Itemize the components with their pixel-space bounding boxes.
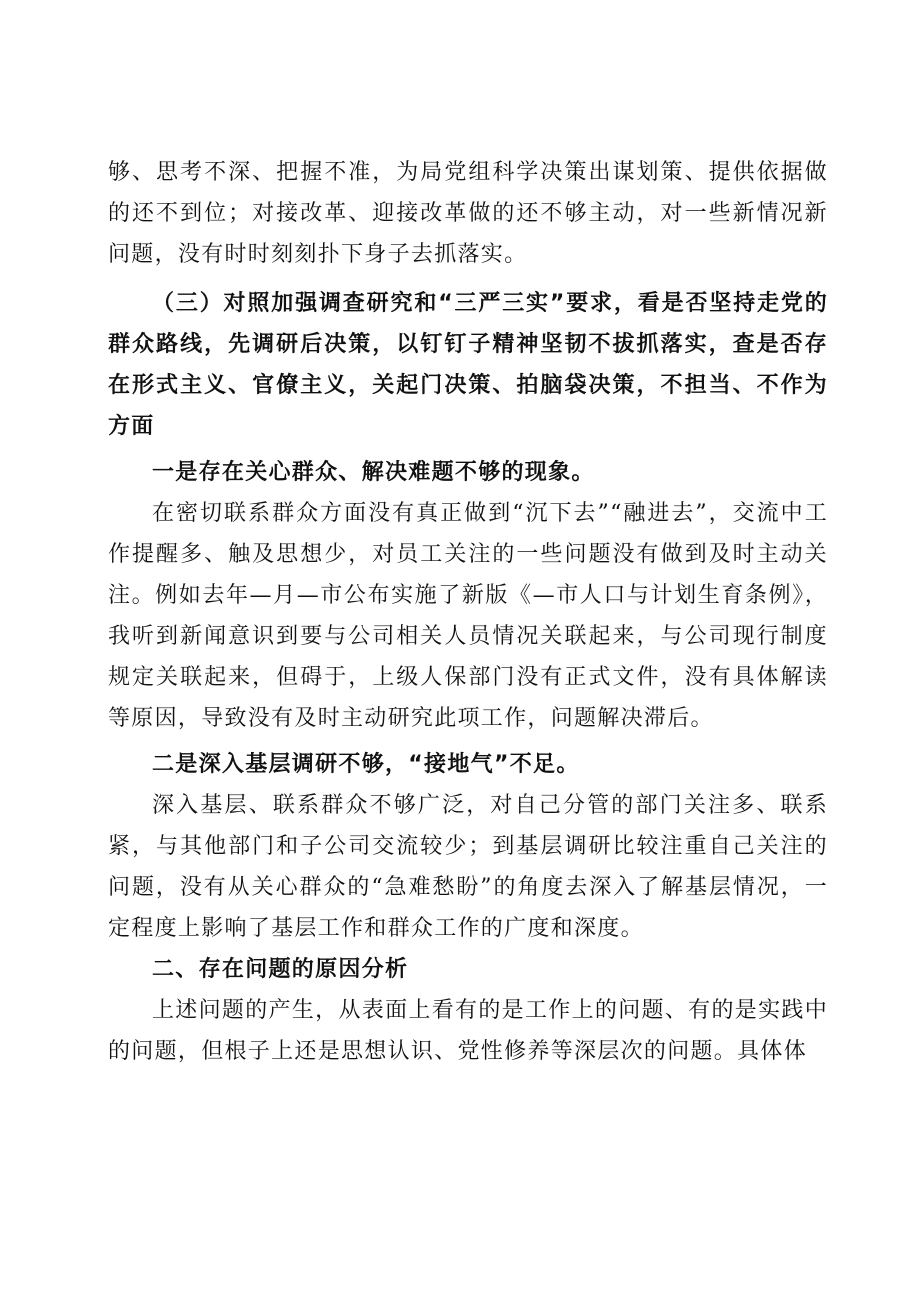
- subheading-point-one: 一是存在关心群众、解决难题不够的现象。: [152, 460, 595, 485]
- section-heading-cause-analysis: 二、存在问题的原因分析: [152, 957, 409, 982]
- section-heading-three: （三）对照加强调查研究和“三严三实”要求，看是否坚持走党的群众路线，先调研后决策，以钉钉子精神坚韧不拔抓落实，查是否存在形式主义、官僚主义，关起门决策、拍脑袋决策，不担当、不作为方面: [108, 291, 828, 439]
- document-body: [108, 152, 828, 1072]
- body-paragraph-cause-analysis: 上述问题的产生，从表面上看有的是工作上的问题、有的是实践中的问题，但根子上还是思想认识、党性修养等深层次的问题。具体体: [108, 998, 828, 1064]
- body-paragraph-point-two: 深入基层、联系群众不够广泛，对自己分管的部门关注多、联系紧，与其他部门和子公司交流较少；到基层调研比较注重自己关注的问题，没有从关心群众的“急难愁盼”的角度去深入了解基层情况，一定程度上影响了基层工作和群众工作的广度和深度。: [108, 793, 828, 941]
- body-paragraph-point-one: 在密切联系群众方面没有真正做到“沉下去”“融进去”，交流中工作提醒多、触及思想少，对员工关注的一些问题没有做到及时主动关注。例如去年—月—市公布实施了新版《—市人口与计划生育条例》，我听到新闻意识到要与公司相关人员情况关联起来，与公司现行制度规定关联起来，但碍于，上级人保部门没有正式文件，没有具体解读等原因，导致没有及时主动研究此项工作，问题解决滞后。: [108, 501, 828, 731]
- subheading-point-two: 二是深入基层调研不够，“接地气”不足。: [152, 752, 580, 777]
- body-paragraph-continued: 够、思考不深、把握不准，为局党组科学决策出谋划策、提供依据做的还不到位；对接改革、迎接改革做的还不够主动，对一些新情况新问题，没有时时刻刻扑下身子去抓落实。: [108, 160, 828, 267]
